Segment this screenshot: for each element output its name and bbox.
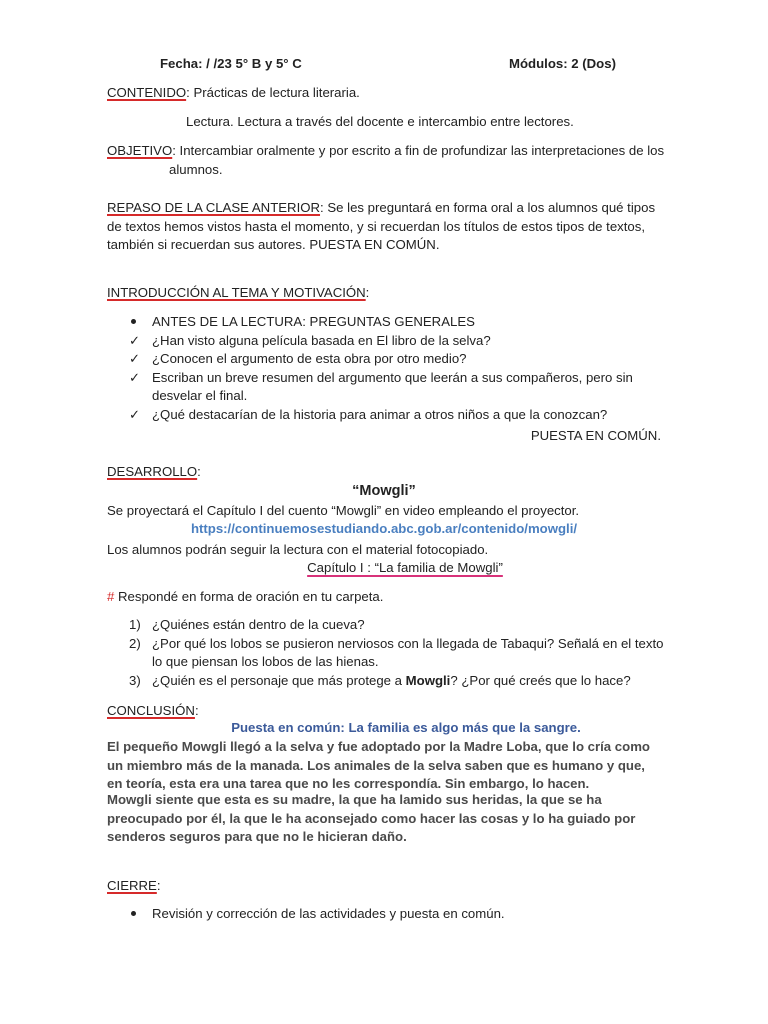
list-item: ✓ ¿Conocen el argumento de esta obra por otro medio? <box>129 350 669 369</box>
instruction-line: # Respondé en forma de oración en tu carpeta. <box>107 589 384 604</box>
conclusion-title: Puesta en común: La familia es algo más que la sangre. <box>231 720 581 735</box>
contenido-label: CONTENIDO <box>107 85 187 100</box>
list-item: ✓ ¿Qué destacarían de la historia para animar a otros niños a que la conozcan? <box>129 406 669 425</box>
bullet-dot-icon <box>131 911 136 916</box>
conclusion-p1: El pequeño Mowgli llegó a la selva y fue adoptado por la Madre Loba, que lo cría como un miembro más de la manada. Los animales de la selva saben que es humano y que, en teoría, esta era una tarea que no les correspondía. Sin embargo, lo hacen. <box>107 739 650 791</box>
desarrollo-label: DESARROLLO <box>107 464 198 479</box>
video-link[interactable]: https://continuemosestudiando.abc.gob.ar/contenido/mowgli/ <box>190 521 578 536</box>
contenido-row <box>107 84 360 103</box>
story-title: “Mowgli” <box>352 483 416 499</box>
list-item: ANTES DE LA LECTURA: PREGUNTAS GENERALES <box>129 313 669 332</box>
checkmark-icon: ✓ <box>129 351 141 366</box>
objetivo-row <box>107 142 664 161</box>
objetivo-text: : Intercambiar oralmente y por escrito a fin de profundizar las interpretaciones de los <box>172 143 665 158</box>
date-line: Fecha: / /23 5° B y 5° C <box>160 56 302 71</box>
checkmark-icon: ✓ <box>129 332 141 348</box>
chapter-title: Capítulo I : “La familia de Mowgli” <box>307 560 503 575</box>
intro-list <box>129 313 669 424</box>
repaso-paragraph <box>107 199 667 255</box>
conclusion-heading: CONCLUSIÓN: <box>107 703 199 718</box>
modules-line: Módulos: 2 (Dos) <box>509 56 616 71</box>
hash-mark: # <box>107 589 115 604</box>
contenido-text: : Prácticas de lectura literaria. <box>186 85 360 100</box>
checkmark-icon: ✓ <box>129 369 141 385</box>
objetivo-label: OBJETIVO <box>107 143 173 158</box>
list-item: 2) ¿Por qué los lobos se pusieron nerviosos con la llegada de Tabaqui? Señalá en el texto lo que piensan los lobos de las hienas. <box>129 635 664 669</box>
repaso-label: REPASO DE LA CLASE ANTERIOR <box>107 200 321 215</box>
desarrollo-line2: Los alumnos podrán seguir la lectura con el material fotocopiado. <box>107 542 489 557</box>
desarrollo-heading: DESARROLLO: <box>107 464 201 479</box>
cierre-list <box>129 905 669 924</box>
list-item: 3) ¿Quién es el personaje que más protege a Mowgli? ¿Por qué creés que lo hace? <box>129 672 631 688</box>
cierre-heading: CIERRE: <box>107 878 161 893</box>
bullet-dot-icon <box>131 319 136 324</box>
questions-list <box>129 616 669 690</box>
conclusion-p2: Mowgli siente que esta es su madre, la que ha lamido sus heridas, la que se ha preocupado por él, la que le ha aconsejado como hacer las cosas y lo ha guiado por senderos seguros para que no le hicieran daño. <box>107 792 636 844</box>
objetivo-cont: alumnos. <box>169 162 223 177</box>
list-item: Revisión y corrección de las actividades y puesta en común. <box>129 905 669 924</box>
list-item: ✓ ¿Han visto alguna película basada en El libro de la selva? <box>129 332 669 351</box>
intro-heading: INTRODUCCIÓN AL TEMA Y MOTIVACIÓN: <box>107 285 370 300</box>
list-item: ✓ Escriban un breve resumen del argumento que leerán a sus compañeros, pero sin desvelar el final. <box>129 369 633 403</box>
repaso-text: : Se les preguntará en forma oral a los alumnos qué tipos de textos hemos vistos hasta el momento, y si recuerdan los títulos de estos tipos de textos, también si recuerdan sus autores. PUESTA EN COMÚN. <box>107 200 656 252</box>
checkmark-icon: ✓ <box>129 406 141 422</box>
intro-label: INTRODUCCIÓN AL TEMA Y MOTIVACIÓN <box>107 285 366 300</box>
contenido-sub: Lectura. Lectura a través del docente e intercambio entre lectores. <box>186 114 574 129</box>
conclusion-label: CONCLUSIÓN <box>107 703 195 718</box>
intro-closing: PUESTA EN COMÚN. <box>530 428 661 443</box>
desarrollo-line1: Se proyectará el Capítulo I del cuento “Mowgli” en video empleando el proyector. <box>107 503 580 518</box>
list-item: 1) ¿Quiénes están dentro de la cueva? <box>129 617 365 632</box>
cierre-label: CIERRE <box>107 878 157 893</box>
